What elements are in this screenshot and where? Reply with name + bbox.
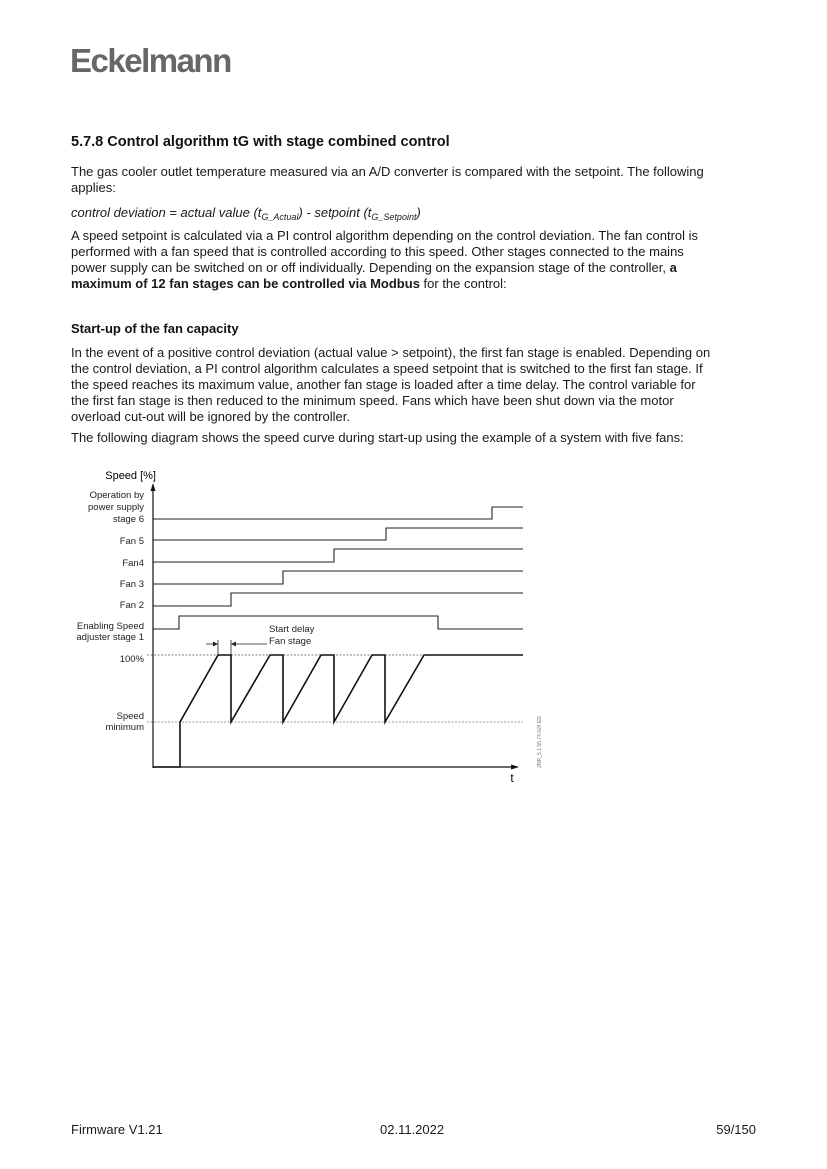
stage-6-label-line-3: stage 6 [112,514,144,525]
delay-arrow-right-head-icon [231,642,236,647]
footer-firmware: Firmware V1.21 [71,1122,163,1137]
eckelmann-logo: Eckelmann [70,42,231,79]
fan-5-step-line [153,528,523,540]
fan-5-label: Fan 5 [119,536,144,547]
formula-prefix: control deviation = actual value (t [71,205,262,220]
intro-line-2: applies: [71,180,116,195]
x-axis-label: t [510,771,514,785]
para3-line-2: the control deviation, a PI control algorithm calculates a speed setpoint that is switched to the first fan stage. If [71,361,703,376]
fan-3-label: Fan 3 [119,579,144,590]
start-delay-label-line-1: Start delay [269,624,315,635]
min-speed-label-line-2: minimum [105,722,144,733]
footer-date: 02.11.2022 [380,1122,445,1137]
para2-line-3-text: power supply can be switched on or off individually. Depending on the expansion stage of the controller, [71,260,670,275]
diagram-intro-paragraph: The following diagram shows the speed curve during start-up using the example of a system with five fans: [71,430,684,445]
y-axis-label: Speed [%] [105,470,156,482]
intro-line-1: The gas cooler outlet temperature measured via an A/D converter is compared with the setpoint. The following [71,164,704,179]
stage-1-label-line-1: Enabling Speed [76,621,144,632]
drawing-id: ZNR_5.1.55.74.024 ED [537,716,543,768]
fan-2-step-line [153,593,523,606]
stage-6-label-line-2: power supply [88,502,144,513]
subheading-startup: Start-up of the fan capacity [71,321,239,336]
x-axis-arrow-icon [511,765,519,770]
para2-line-2: performed with a fan speed that is controlled according to this speed. Other stages connected to the mains [71,244,684,259]
para2-line-1: A speed setpoint is calculated via a PI control algorithm depending on the control deviation. The fan control is [71,228,699,243]
formula-middle: ) - setpoint (t [298,205,372,220]
footer-page-number: 59/150 [716,1122,756,1137]
fan-4-step-line [153,549,523,562]
fan-2-label: Fan 2 [119,600,144,611]
para3-line-4: the first fan stage is then reduced to the minimum speed. Fans which have been shut down via the motor [71,393,674,408]
para3-line-3: the speed reaches its maximum value, another fan stage is loaded after a time delay. The control variable for [71,377,696,392]
stage-1-label-line-2: adjuster stage 1 [76,632,144,643]
para2-bold-text: maximum of 12 fan stages can be controlled via Modbus [71,276,420,291]
para2-bold-a: a [669,260,677,275]
formula-sub-setpoint: G_Setpoint [371,212,417,222]
para3-line-5: overload cut-out will be ignored by the controller. [71,409,350,424]
min-speed-label-line-1: Speed [116,711,144,722]
fan-3-step-line [153,571,523,584]
para2-end: for the control: [419,276,507,291]
formula-suffix: ) [416,205,421,220]
max-speed-label: 100% [119,654,144,665]
fan-4-label: Fan4 [122,558,144,569]
start-delay-label-line-2: Fan stage [269,636,312,647]
y-axis-arrow-icon [151,483,156,491]
section-heading: 5.7.8 Control algorithm tG with stage combined control [71,134,450,150]
stage-6-label-line-1: Operation by [89,490,144,501]
stage-6-step-line [153,507,523,519]
para3-line-1: In the event of a positive control deviation (actual value > setpoint), the first fan stage is enabled. Depending on [71,345,711,360]
stage-1-enable-line [153,616,523,629]
speed-curve [153,655,523,767]
delay-arrow-left-head-icon [213,642,218,647]
formula-sub-actual: G_Actual [261,212,299,222]
